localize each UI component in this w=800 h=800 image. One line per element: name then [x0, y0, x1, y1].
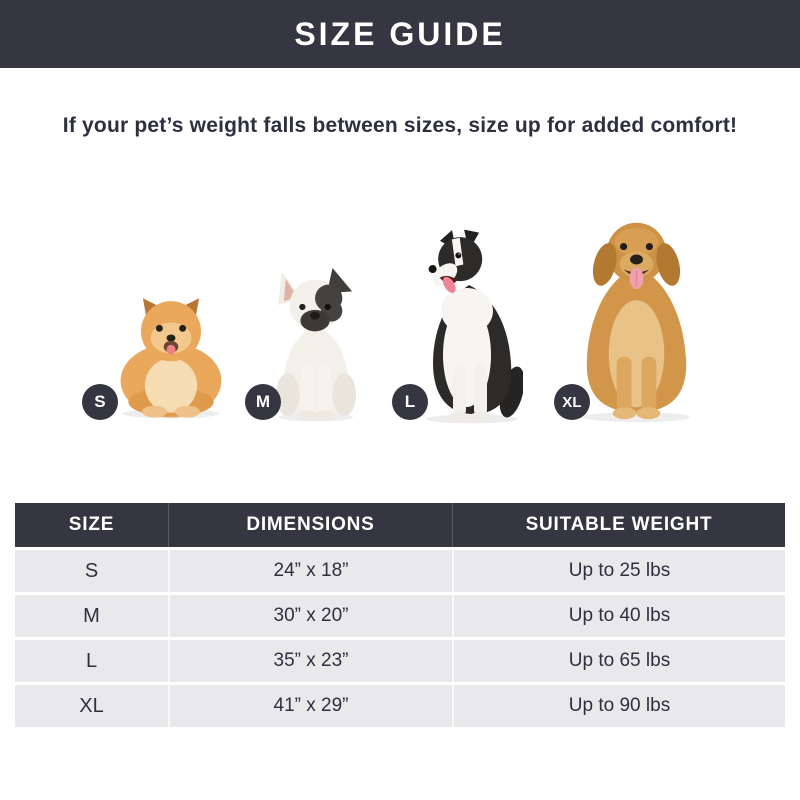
table-row	[15, 640, 785, 682]
size-table-header	[15, 503, 785, 547]
size-badge-xl: XL	[554, 384, 590, 420]
cell-weight: Up to 40 lbs	[452, 595, 785, 637]
dog-size-comparison	[0, 180, 800, 440]
table-row	[15, 595, 785, 637]
border-collie-dog-icon	[417, 229, 523, 424]
subtitle-text: If your pet’s weight falls between sizes, size up for added comfort!	[62, 114, 738, 137]
cell-dimensions: 24” x 18”	[168, 550, 452, 592]
column-header-dimensions: DIMENSIONS	[168, 503, 452, 547]
cell-dimensions: 41” x 29”	[168, 685, 452, 727]
pomeranian-dog-icon	[108, 288, 234, 420]
cell-size: M	[15, 595, 168, 637]
cell-dimensions: 30” x 20”	[168, 595, 452, 637]
size-table	[15, 503, 785, 727]
golden-retriever-dog-icon	[577, 212, 696, 423]
cell-dimensions: 35” x 23”	[168, 640, 452, 682]
table-row	[15, 685, 785, 727]
french-bulldog-dog-icon	[272, 266, 360, 422]
cell-weight: Up to 90 lbs	[452, 685, 785, 727]
cell-size: S	[15, 550, 168, 592]
column-header-suitable-weight: SUITABLE WEIGHT	[452, 503, 785, 547]
size-badge-l: L	[392, 384, 428, 420]
cell-size: XL	[15, 685, 168, 727]
column-header-size: SIZE	[15, 503, 168, 547]
size-badge-s: S	[82, 384, 118, 420]
page-title: SIZE GUIDE	[294, 15, 506, 52]
cell-weight: Up to 25 lbs	[452, 550, 785, 592]
table-row	[15, 550, 785, 592]
cell-weight: Up to 65 lbs	[452, 640, 785, 682]
cell-size: L	[15, 640, 168, 682]
size-badge-m: M	[245, 384, 281, 420]
title-banner	[0, 0, 800, 68]
